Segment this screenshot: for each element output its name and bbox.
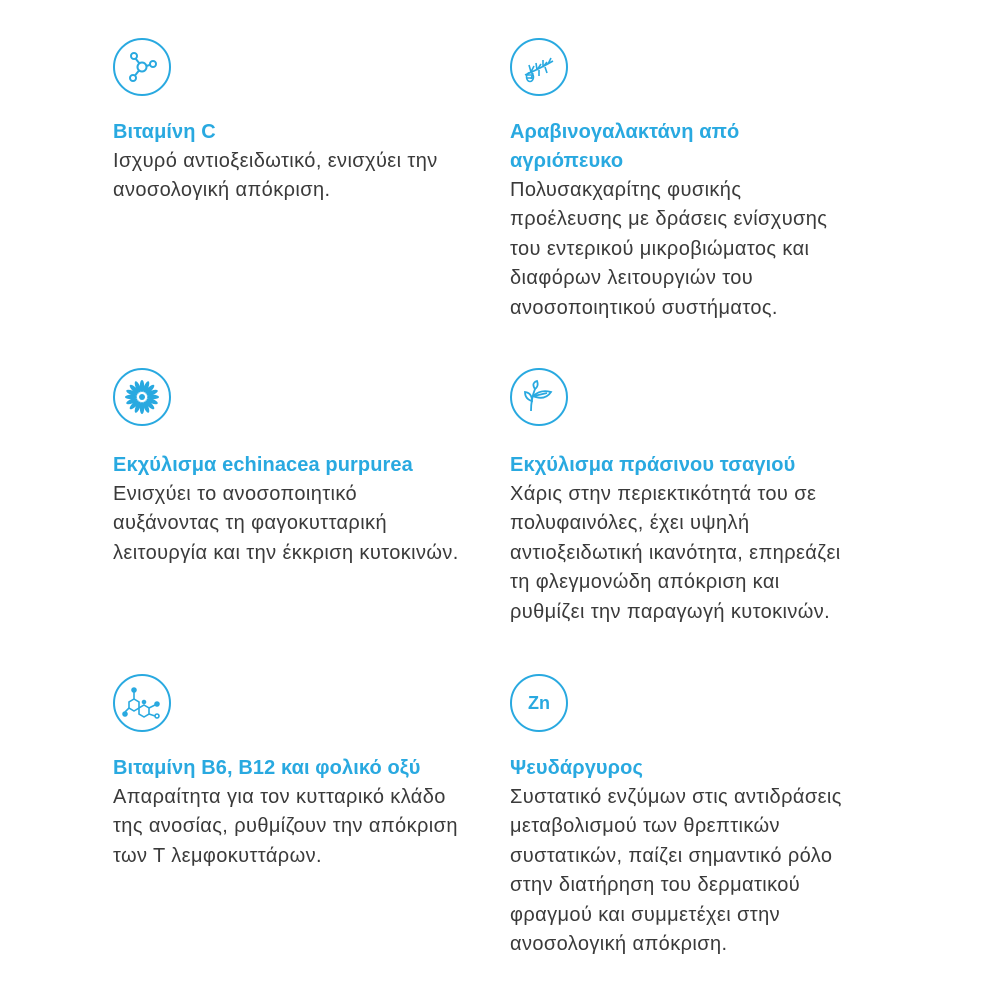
ingredient-description: Ενισχύει το ανοσοποιητικό αυξάνοντας τη φαγοκυτταρική λειτουργία και την έκκριση κυτοκινών. (113, 483, 459, 564)
ingredient-description: Ισχυρό αντιοξειδωτικό, ενισχύει την ανοσολογική απόκριση. (113, 150, 438, 202)
ingredient-card-green-tea (510, 368, 855, 627)
ingredient-title: Βιταμίνη C (113, 121, 216, 143)
ingredient-card-arabinogalactan (510, 38, 855, 323)
ingredient-card-vitamin-b (113, 674, 493, 871)
vitamin-b-molecule-icon (113, 674, 171, 732)
ingredient-title: Εκχύλισμα echinacea purpurea (113, 454, 413, 476)
ingredient-card-vitamin-c (113, 38, 483, 206)
ingredient-title: Εκχύλισμα πράσινου τσαγιού (510, 454, 796, 476)
tea-leaf-icon (510, 368, 568, 426)
zinc-icon (510, 674, 568, 732)
larch-branch-icon (510, 38, 568, 96)
ingredient-title: Ψευδάργυρος (510, 757, 643, 779)
ingredient-title: Βιταμίνη Β6, Β12 και φολικό οξύ (113, 757, 421, 779)
ingredient-card-echinacea (113, 368, 493, 568)
zinc-symbol: Zn (528, 692, 550, 713)
molecule-icon (113, 38, 171, 96)
ingredient-card-zinc (510, 674, 880, 959)
echinacea-flower-icon (113, 368, 171, 426)
ingredient-title: Αραβινογαλακτάνη από αγριόπευκο (510, 121, 740, 172)
ingredient-description: Συστατικό ενζύμων στις αντιδράσεις μεταβολισμού των θρεπτικών συστατικών, παίζει σημαντικό ρόλο στην διατήρηση του δερματικού φραγμού και συμμετέχει στην ανοσολογική απόκριση. (510, 786, 842, 956)
ingredient-description: Χάρις στην περιεκτικότητά του σε πολυφαινόλες, έχει υψηλή αντιοξειδωτική ικανότητα, επηρεάζει τη φλεγμονώδη απόκριση και ρυθμίζει την παραγωγή κυτοκινών. (510, 483, 841, 623)
ingredient-description: Πολυσακχαρίτης φυσικής προέλευσης με δράσεις ενίσχυσης του εντερικού μικροβιώματος και διαφόρων λειτουργιών του ανοσοποιητικού συστήματος. (510, 179, 828, 319)
ingredient-description: Απαραίτητα για τον κυτταρικό κλάδο της ανοσίας, ρυθμίζουν την απόκριση των Τ λεμφοκυττάρων. (113, 786, 458, 867)
